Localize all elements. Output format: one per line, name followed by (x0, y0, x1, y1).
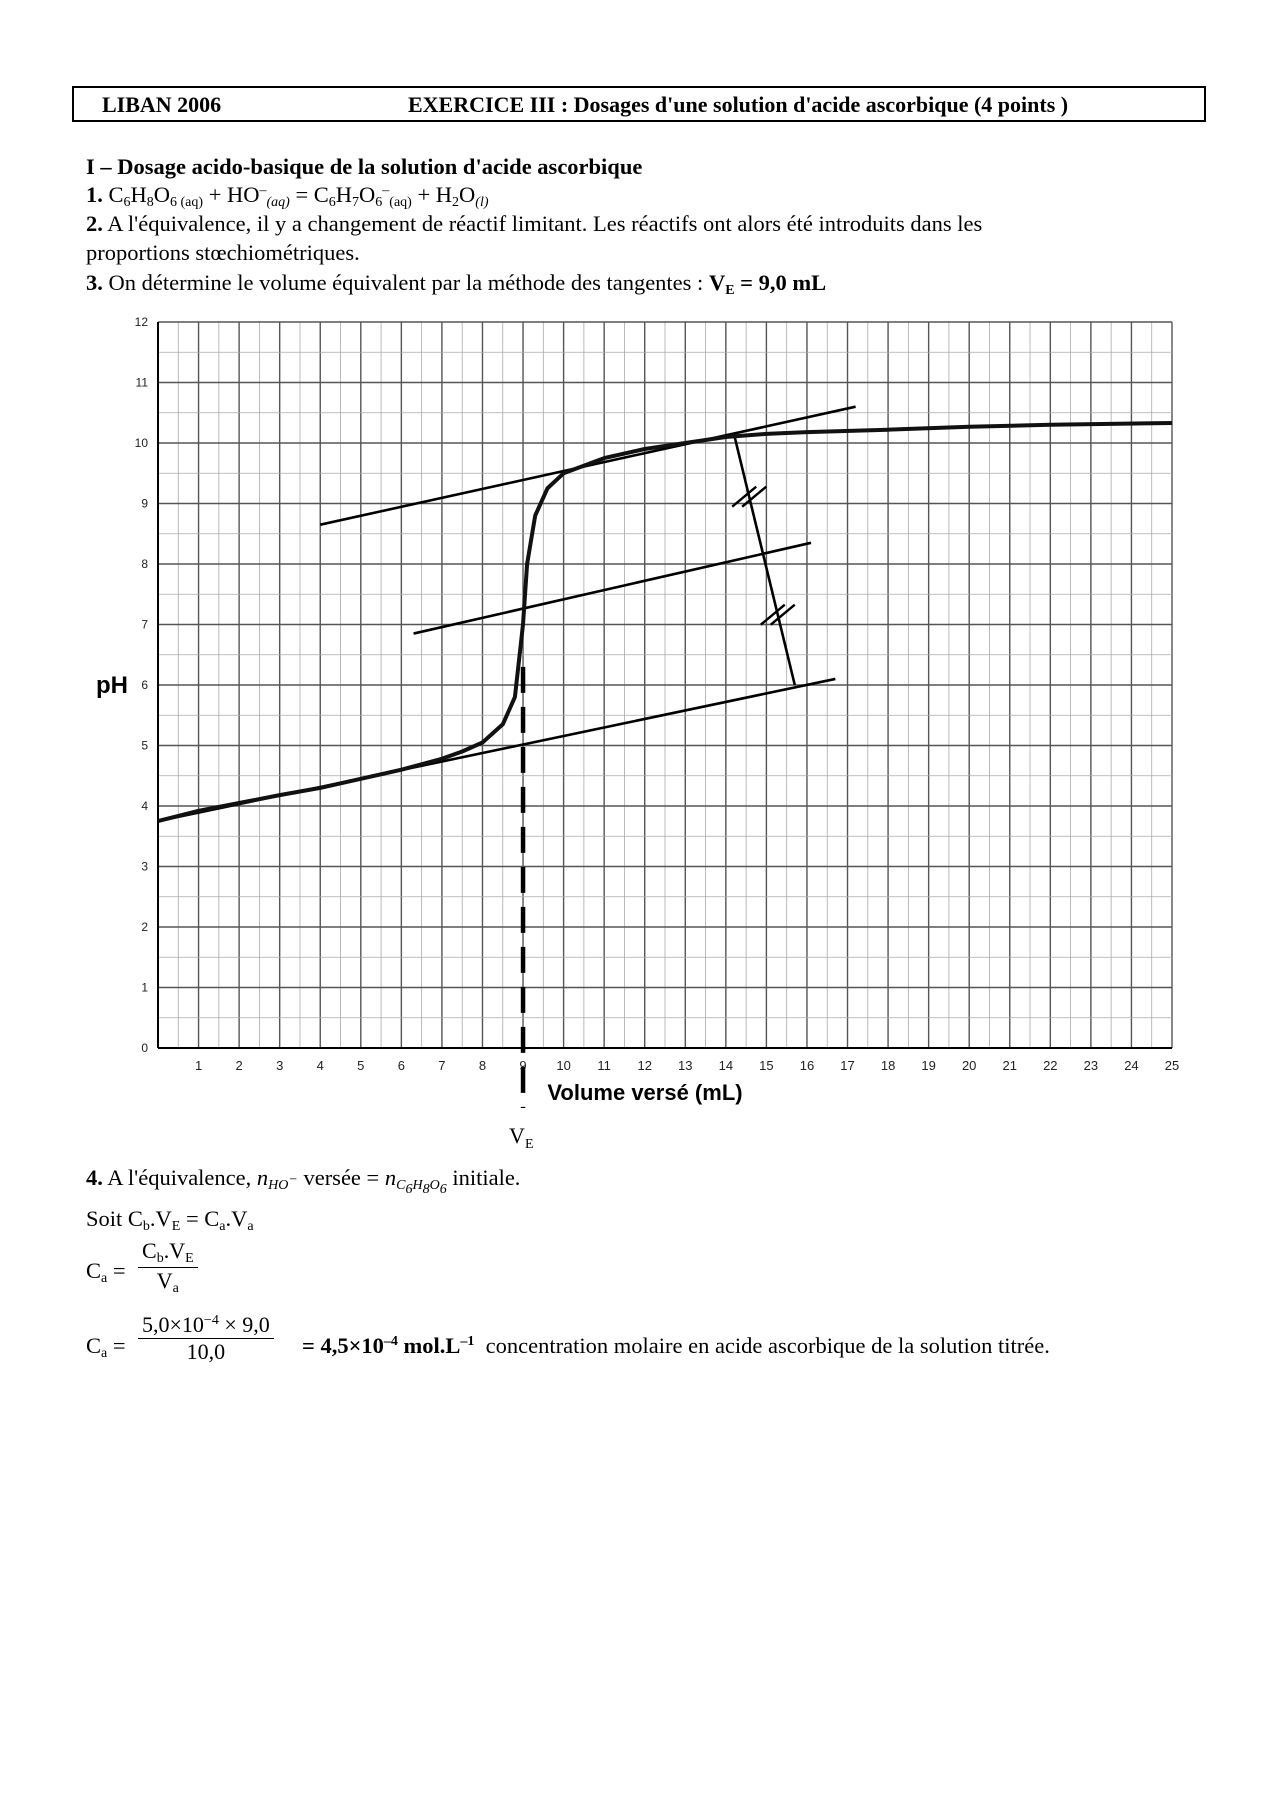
question-2-line-a (86, 211, 982, 237)
q3-result: $V_E = 9,0$ mL (708, 270, 827, 298)
a4-text-b: versée = (303, 1165, 380, 1190)
answer-4-line: 4. A l'équivalence, $n_{HO^-}$ versée = $n_{C_6H_8O_6}$ initiale. (86, 1165, 521, 1197)
ca-result: = $4,5\times 10^{-4}$ $mol.L^{-1}$ concentration molaire en acide ascorbique de la solution titrée. (302, 1333, 1050, 1358)
y-tick-label: 0 (141, 1041, 148, 1055)
y-tick-label: 3 (141, 859, 148, 874)
ca-symbol-2: $C_a$ = (86, 1333, 126, 1361)
x-tick-label: 20 (961, 1058, 977, 1073)
x-tick-label: 1 (194, 1058, 203, 1073)
ca-fraction-symbolic: $C_b.V_E$ $V_a$ (138, 1238, 198, 1297)
x-tick-label: 11 (597, 1058, 611, 1073)
y-tick-label: 6 (141, 678, 148, 692)
x-axis-label: Volume versé (mL) (547, 1080, 743, 1105)
x-tick-label: 10 (556, 1058, 571, 1073)
y-tick-label: 7 (141, 617, 148, 632)
y-axis-label: pH (96, 672, 128, 699)
x-tick-label: 19 (921, 1058, 936, 1073)
q2-number: 2. (86, 211, 103, 236)
x-tick-label: 25 (1164, 1058, 1180, 1073)
x-tick-label: 23 (1083, 1058, 1099, 1073)
y-tick-label: 4 (141, 799, 148, 813)
q3-number: 3. (86, 270, 103, 295)
y-tick-label: 9 (141, 496, 148, 511)
x-tick-label: 18 (880, 1058, 896, 1073)
tangent-middle (414, 543, 811, 634)
x-tick-label: 14 (718, 1058, 734, 1073)
ca-result-text: concentration molaire en acide ascorbique de la solution titrée. (485, 1333, 1050, 1358)
ca-fraction-numeric: $5,0\times 10^{-4} \times 9,0$ 10,0 (138, 1312, 274, 1365)
ve-label: V (509, 1123, 525, 1148)
a4-text-c: initiale. (452, 1165, 521, 1190)
x-tick-label: 2 (235, 1058, 243, 1073)
x-tick-label: 15 (759, 1058, 774, 1073)
answer-4-soit: Soit $C_b.V_E = C_a.V_a$ (86, 1206, 254, 1234)
x-tick-label: 22 (1043, 1058, 1058, 1073)
y-tick-label: 1 (141, 980, 148, 995)
q3-text: On détermine le volume équivalent par la méthode des tangentes : (108, 270, 704, 295)
y-tick-label: 12 (134, 315, 148, 329)
q2-text-b: proportions stœchiométriques. (86, 240, 360, 265)
q2-text-a: A l'équivalence, il y a changement de réactif limitant. Les réactifs ont alors été introduits dans les (107, 211, 983, 236)
section-title: I – Dosage acido-basique de la solution d'acide ascorbique (86, 154, 643, 179)
x-tick-label: 3 (276, 1058, 284, 1073)
x-tick-label: 12 (637, 1058, 652, 1073)
x-tick-label: 13 (678, 1058, 693, 1073)
y-tick-label: 2 (141, 920, 148, 934)
x-tick-label: 24 (1124, 1058, 1139, 1073)
q1-number: 1. (86, 182, 103, 207)
ve-label-subscript: E (525, 1137, 534, 1150)
x-tick-label: 7 (438, 1058, 446, 1073)
x-tick-label: 16 (799, 1058, 815, 1073)
x-tick-label: 5 (357, 1058, 365, 1073)
ca-symbol-1: $C_a$ = (86, 1258, 126, 1286)
question-3 (86, 270, 826, 299)
x-tick-label: 21 (1002, 1058, 1017, 1073)
x-tick-label: 17 (840, 1058, 855, 1073)
header-source: LIBAN 2006 (102, 92, 222, 117)
y-tick-label: 5 (141, 738, 148, 753)
y-tick-label: 11 (135, 375, 148, 390)
x-tick-label: 8 (478, 1058, 487, 1073)
x-tick-label: 9 (519, 1058, 527, 1073)
header-title: EXERCICE III : Dosages d'une solution d'acide ascorbique (4 points ) (408, 92, 1069, 117)
titration-chart (80, 310, 1210, 1150)
a4-number: 4. (86, 1165, 103, 1190)
y-tick-label: 10 (134, 436, 148, 450)
y-tick-label: 8 (141, 557, 148, 571)
question-1-equation: 1. $C_6H_8O_{6 (aq)} + HO^-_{(aq)} = C_6H_7O_6^-_{(aq)} + H_2O_{(l)}$ (86, 182, 489, 210)
exercise-header (72, 86, 1206, 122)
x-tick-label: 6 (397, 1058, 405, 1073)
x-tick-label: 4 (316, 1058, 324, 1073)
a4-text-a: A l'équivalence, (107, 1165, 252, 1190)
